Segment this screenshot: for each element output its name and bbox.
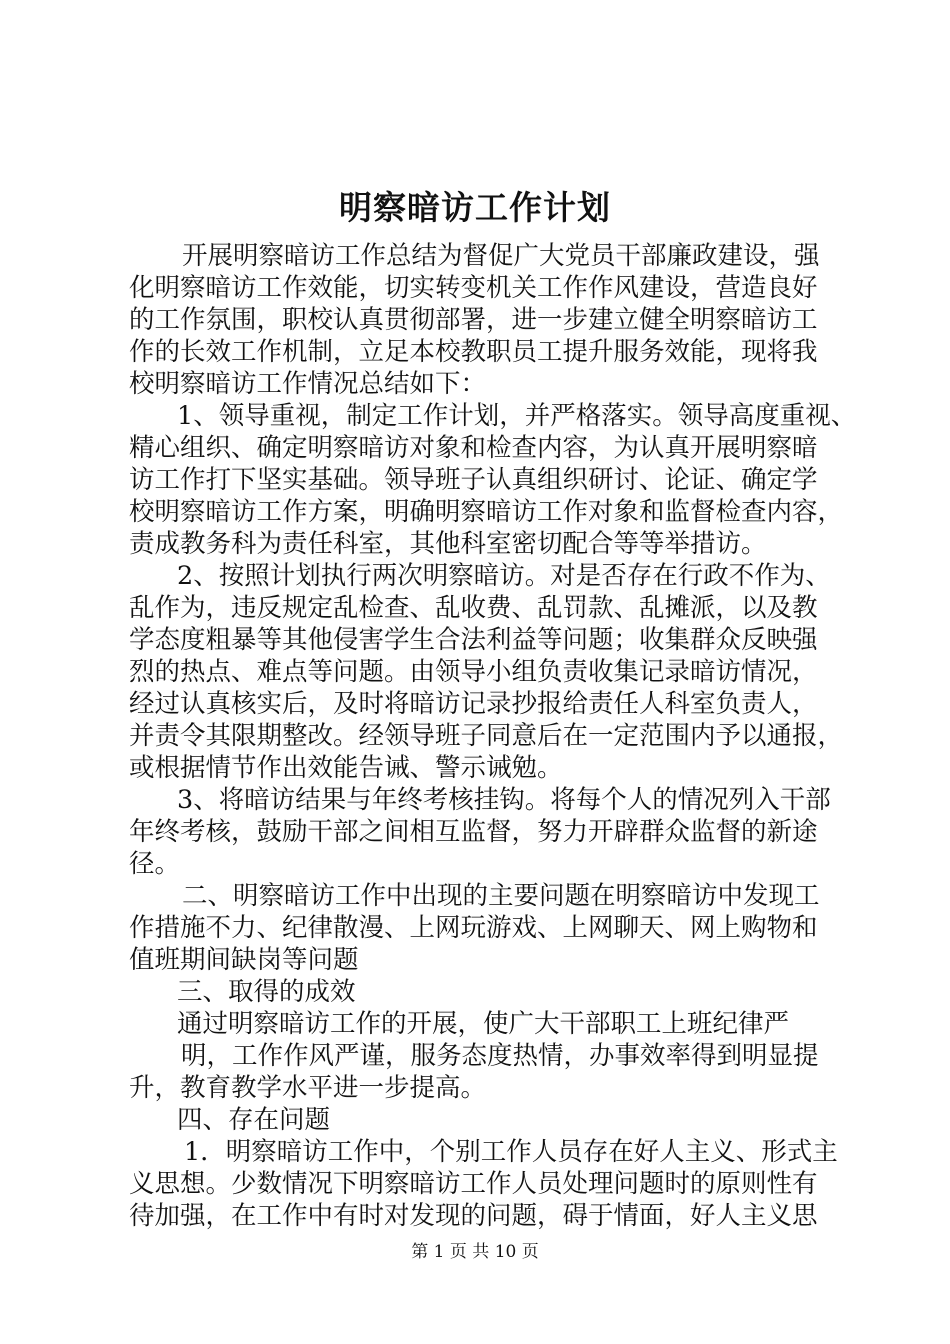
body-text-line: 化明察暗访工作效能，切实转变机关工作作风建设，营造良好 <box>129 273 818 303</box>
body-text-line: 责成教务科为责任科室，其他科室密切配合等等举措访。 <box>129 529 767 559</box>
body-text-line: 1．明察暗访工作中，个别工作人员存在好人主义、形式主 <box>184 1137 838 1167</box>
page-footer: 第 1 页 共 10 页 <box>411 1242 539 1262</box>
body-text-line: 访工作打下坚实基础。领导班子认真组织研讨、论证、确定学 <box>129 465 818 495</box>
body-text-line: 乱作为，违反规定乱检查、乱收费、乱罚款、乱摊派，以及教 <box>129 593 818 623</box>
body-text-line: 烈的热点、难点等问题。由领导小组负责收集记录暗访情况， <box>129 657 818 687</box>
body-text-line: 年终考核，鼓励干部之间相互监督，努力开辟群众监督的新途 <box>129 817 818 847</box>
body-text-line: 义思想。少数情况下明察暗访工作人员处理问题时的原则性有 <box>129 1169 818 1199</box>
body-text-line: 径。 <box>129 849 181 879</box>
body-text-line: 的工作氛围，职校认真贯彻部署，进一步建立健全明察暗访工 <box>129 305 818 335</box>
body-text-line: 二、明察暗访工作中出现的主要问题在明察暗访中发现工 <box>182 881 820 911</box>
body-text-line: 值班期间缺岗等问题 <box>129 945 359 975</box>
body-text-line: 四、存在问题 <box>177 1105 331 1135</box>
body-text-line: 2、按照计划执行两次明察暗访。对是否存在行政不作为、 <box>177 561 831 591</box>
body-text-line: 并责令其限期整改。经领导班子同意后在一定范围内予以通报， <box>129 721 844 751</box>
body-text-line: 待加强，在工作中有时对发现的问题，碍于情面，好人主义思 <box>129 1201 818 1231</box>
body-text-line: 校明察暗访工作情况总结如下： <box>129 369 487 399</box>
body-text-line: 明，工作作风严谨，服务态度热情，办事效率得到明显提 <box>181 1041 819 1071</box>
body-text-line: 学态度粗暴等其他侵害学生合法利益等问题；收集群众反映强 <box>129 625 818 655</box>
body-text-line: 升，教育教学水平进一步提高。 <box>129 1073 487 1103</box>
body-text-line: 作的长效工作机制，立足本校教职员工提升服务效能，现将我 <box>129 337 818 367</box>
body-text-line: 精心组织、确定明察暗访对象和检查内容，为认真开展明察暗 <box>129 433 818 463</box>
body-text-line: 经过认真核实后，及时将暗访记录抄报给责任人科室负责人， <box>129 689 818 719</box>
body-text-line: 开展明察暗访工作总结为督促广大党员干部廉政建设，强 <box>182 241 820 271</box>
body-text-line: 1、领导重视，制定工作计划，并严格落实。领导高度重视、 <box>177 401 857 431</box>
body-text-line: 或根据情节作出效能告诫、警示诫勉。 <box>129 753 563 783</box>
body-text-line: 校明察暗访工作方案，明确明察暗访工作对象和监督检查内容， <box>129 497 844 527</box>
body-text-line: 三、取得的成效 <box>177 977 356 1007</box>
body-text-line: 作措施不力、纪律散漫、上网玩游戏、上网聊天、网上购物和 <box>129 913 818 943</box>
document-title: 明察暗访工作计划 <box>339 188 611 227</box>
body-text-line: 3、将暗访结果与年终考核挂钩。将每个人的情况列入干部 <box>177 785 831 815</box>
body-text-line: 通过明察暗访工作的开展，使广大干部职工上班纪律严 <box>177 1009 790 1039</box>
